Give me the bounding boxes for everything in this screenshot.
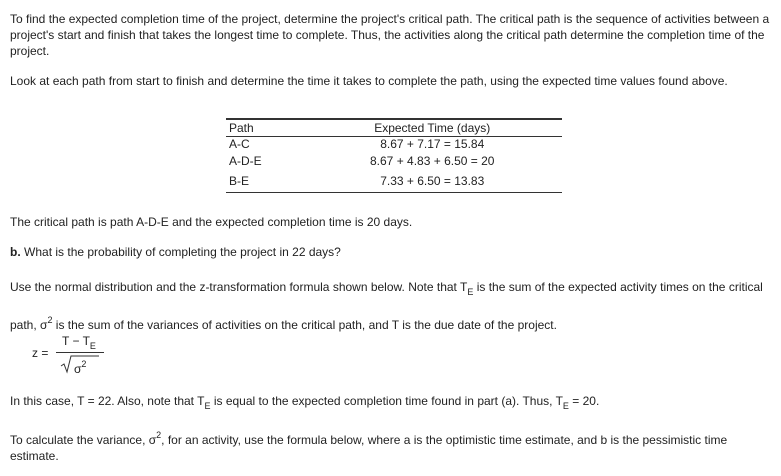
- z-formula: [32, 330, 122, 376]
- variance-text-1: To calculate the variance, σ: [10, 433, 157, 447]
- path-cell: B-E: [226, 170, 299, 193]
- case-sub-e-2: E: [562, 401, 569, 411]
- case-text-2: is equal to the expected completion time found in part (a). Thus, T: [210, 394, 563, 408]
- header-expected-time: Expected Time (days): [299, 119, 562, 137]
- nd-sup-2: 2: [47, 315, 53, 325]
- nd-text-1: Use the normal distribution and the z-transformation formula shown below. Note that T: [10, 280, 468, 294]
- paths-table: [226, 118, 562, 193]
- sigma-symbol: σ: [74, 362, 82, 376]
- part-b-label: b.: [10, 245, 21, 259]
- header-path: Path: [226, 119, 299, 137]
- z-numerator: [62, 334, 96, 351]
- path-cell: A-D-E: [229, 153, 262, 168]
- numerator-text: T − T: [62, 334, 90, 348]
- case-text-1: In this case, T = 22. Also, note that T: [10, 394, 205, 408]
- z-equals: z =: [32, 346, 49, 360]
- path-instruction: Look at each path from start to finish and determine the time it takes to complete the path, using the expected time values found above.: [10, 74, 728, 88]
- table-row: [226, 170, 562, 193]
- variance-text: [10, 427, 772, 464]
- z-denominator: [59, 354, 101, 374]
- expected-time-cell: 7.33 + 6.50 = 13.83: [299, 170, 562, 193]
- part-b-question-text: What is the probability of completing the project in 22 days?: [24, 245, 341, 259]
- nd-text-3: is the sum of the variances of activities on the critical path, and T is the due date of the project.: [52, 318, 557, 332]
- numerator-sub-e: E: [89, 341, 96, 351]
- case-text: [10, 393, 599, 414]
- case-text-3: = 20.: [568, 394, 600, 408]
- nd-sub-e: E: [467, 287, 474, 297]
- expected-time-cell: 8.67 + 4.83 + 6.50 = 20: [370, 153, 495, 168]
- nd-text-2: is the sum of the expected activity times on the critical path, σ: [10, 280, 763, 332]
- table-row: [226, 151, 562, 170]
- sigma-squared: [74, 359, 86, 376]
- part-b-question: [10, 244, 341, 260]
- sigma-sup-2: 2: [81, 359, 87, 369]
- critical-path-conclusion: The critical path is path A-D-E and the expected completion time is 20 days.: [10, 215, 413, 229]
- fraction-bar: [56, 352, 104, 353]
- normal-distribution-text: [10, 273, 772, 339]
- case-sub-e-1: E: [204, 401, 211, 411]
- expected-time-cell: 8.67 + 7.17 = 15.84: [380, 137, 485, 151]
- critical-path-explanation: To find the expected completion time of the project, determine the project's critical path. The critical path is the sequence of activities between a project's start and finish that takes the longest time to complete. Thus, the activities along the critical path determine the completion time of the project.: [10, 12, 770, 58]
- variance-sup-2: 2: [156, 430, 162, 440]
- table-row: [226, 137, 562, 152]
- variance-text-2: , for an activity, use the formula below, where a is the optimistic time estimate, and b is the pessimistic time estimate.: [10, 433, 728, 463]
- path-cell: A-C: [229, 137, 250, 151]
- table-header-row: [226, 119, 562, 137]
